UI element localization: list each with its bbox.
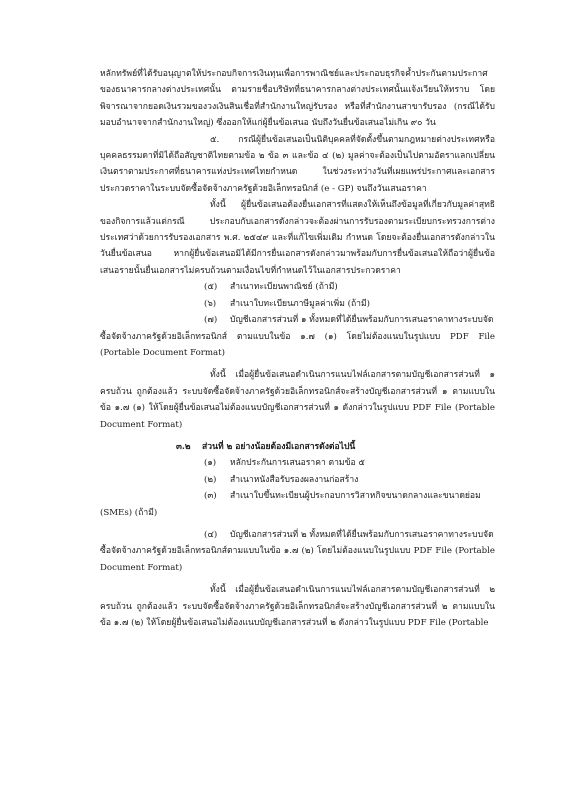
list-item-text: บัญชีเอกสารส่วนที่ ๒ ทั้งหมดที่ได้ยื่นพร้อมกับการเสนอราคาทางระบบจัด xyxy=(230,529,494,540)
list-item-continuation: ซื้อจัดจ้างภาครัฐด้วยอิเล็กทรอนิกส์ ตามแบบในข้อ ๑.๗ (๑) โดยไม่ต้องแนบในรูปแบบ PDF File (Portable Document Format) xyxy=(100,331,495,358)
list-item-text: บัญชีเอกสารส่วนที่ ๑ ทั้งหมดที่ได้ยื่นพร้อมกับการเสนอราคาทางระบบจัด xyxy=(230,315,494,326)
list-item-number: (๒) xyxy=(204,474,217,485)
list-item-text: สำเนาใบทะเบียนภาษีมูลค่าเพิ่ม (ถ้ามี) xyxy=(230,298,371,309)
list-item xyxy=(100,279,495,295)
list-item-text: สำเนาหนังสือรับรองผลงานก่อสร้าง xyxy=(230,474,359,485)
list-item-number: (๖) xyxy=(204,298,217,309)
list-item-number: (๑) xyxy=(204,458,217,469)
list-item xyxy=(100,455,495,471)
section-number: ๓.๒ xyxy=(176,441,191,452)
section-heading xyxy=(100,439,495,455)
paragraph-net-value-docs: ทั้งนี้ ผู้ยื่นข้อเสนอต้องยื่นเอกสารที่แสดงให้เห็นถึงข้อมูลที่เกี่ยวกับมูลค่าสุทธิของกิจการแล้วแต่กรณี ประกอบกับเอกสารดังกล่าวจะต้องผ่านการรับรองตามระเบียบกระทรวงการต่างประเทศว่าด้วยการรับรองเอกสาร พ.ศ. ๒๕๔๙ และที่แก้ไขเพิ่มเติม กำหนด โดยจะต้องยื่นเอกสารดังกล่าวในวันยื่นข้อเสนอ หากผู้ยื่นข้อเสนอมิได้มีการยื่นเอกสารดังกล่าวมาพร้อมกับการยื่นข้อเสนอให้ถือว่าผู้ยื่นข้อเสนอรายนั้นยื่นเอกสารไม่ครบถ้วนตามเงื่อนไขที่กำหนดไว้ในเอกสารประกวดราคา xyxy=(100,200,495,276)
list-item-continuation: ซื้อจัดจ้างภาครัฐด้วยอิเล็กทรอนิกส์ตามแบบในข้อ ๑.๗ (๒) โดยไม่ต้องแนบในรูปแบบ PDF File (Portable Document Format) xyxy=(100,546,495,573)
section-title: ส่วนที่ ๒ อย่างน้อยต้องมีเอกสารดังต่อไปนี้ xyxy=(202,441,356,452)
list-item xyxy=(100,472,495,488)
list-item xyxy=(100,296,495,312)
list-item xyxy=(100,312,495,328)
list-item xyxy=(100,527,495,543)
list-item-number: (๔) xyxy=(204,529,218,540)
list-item xyxy=(100,488,495,504)
paragraph-part2-note: ทั้งนี้ เมื่อผู้ยื่นข้อเสนอดำเนินการแนบไฟล์เอกสารตามบัญชีเอกสารส่วนที่ ๒ ครบถ้วน ถูกต้องแล้ว ระบบจัดซื้อจัดจ้างภาครัฐด้วยอิเล็กทรอนิกส์จะสร้างบัญชีเอกสารส่วนที่ ๒ ตามแบบในข้อ ๑.๗ (๒) ให้โดยผู้ยื่นข้อเสนอไม่ต้องแนบบัญชีเอกสารส่วนที่ ๒ ดังกล่าวในรูปแบบ PDF File (Portable xyxy=(100,585,495,628)
list-item-text: หลักประกันการเสนอราคา ตามข้อ ๕ xyxy=(230,458,365,469)
paragraph-clause-5: ๕. กรณีผู้ยื่นข้อเสนอเป็นนิติบุคคลที่จัดตั้งขึ้นตามกฎหมายต่างประเทศหรือบุคคลธรรมดาที่มิได้ถือสัญชาติไทยตามข้อ ๒ ข้อ ๓ และข้อ ๔ (๒) มูลค่าจะต้องเป็นไปตามอัตราแลกเปลี่ยนเงินตราตามประกาศที่ธนาคารแห่งประเทศไทยกำหนด ในช่วงระหว่างวันที่เผยแพร่ประกาศและเอกสารประกวดราคาในระบบจัดซื้อจัดจ้างภาครัฐด้วยอิเล็กทรอนิกส์ (e - GP) จนถึงวันเสนอราคา xyxy=(100,134,495,194)
list-item-continuation: (SMEs) (ถ้ามี) xyxy=(100,507,158,518)
paragraph-bank-credit: หลักทรัพย์ที่ได้รับอนุญาตให้ประกอบกิจการเงินทุนเพื่อการพาณิชย์และประกอบธุรกิจค้ำประกันตามประกาศของธนาคารกลางต่างประเทศนั้น ตามรายชื่อบริษัทที่ธนาคารกลางต่างประเทศนั้นแจ้งเวียนให้ทราบ โดยพิจารณาจากยอดเงินรวมของวงเงินสินเชื่อที่สำนักงานใหญ่รับรอง หรือที่สำนักงานสาขารับรอง (กรณีได้รับมอบอำนาจจากสำนักงานใหญ่) ซึ่งออกให้แก่ผู้ยื่นข้อเสนอ นับถึงวันยื่นข้อเสนอไม่เกิน ๙๐ วัน xyxy=(100,69,495,129)
list-item-text: สำเนาทะเบียนพาณิชย์ (ถ้ามี) xyxy=(230,282,338,293)
list-item-text: สำเนาใบขึ้นทะเบียนผู้ประกอบการวิสาหกิจขนาดกลางและขนาดย่อม xyxy=(230,491,481,502)
list-item-number: (๗) xyxy=(204,315,218,326)
list-item-number: (๓) xyxy=(204,491,217,502)
paragraph-part1-note: ทั้งนี้ เมื่อผู้ยื่นข้อเสนอดำเนินการแนบไฟล์เอกสารตามบัญชีเอกสารส่วนที่ ๑ ครบถ้วน ถูกต้องแล้ว ระบบจัดซื้อจัดจ้างภาครัฐด้วยอิเล็กทรอนิกส์จะสร้างบัญชีเอกสารส่วนที่ ๑ ตามแบบในข้อ ๑.๗ (๑) ให้โดยผู้ยื่นข้อเสนอไม่ต้องแนบบัญชีเอกสารส่วนที่ ๑ ดังกล่าวในรูปแบบ PDF File (Portable Document Format) xyxy=(100,370,495,430)
list-item-number: (๕) xyxy=(204,282,218,293)
